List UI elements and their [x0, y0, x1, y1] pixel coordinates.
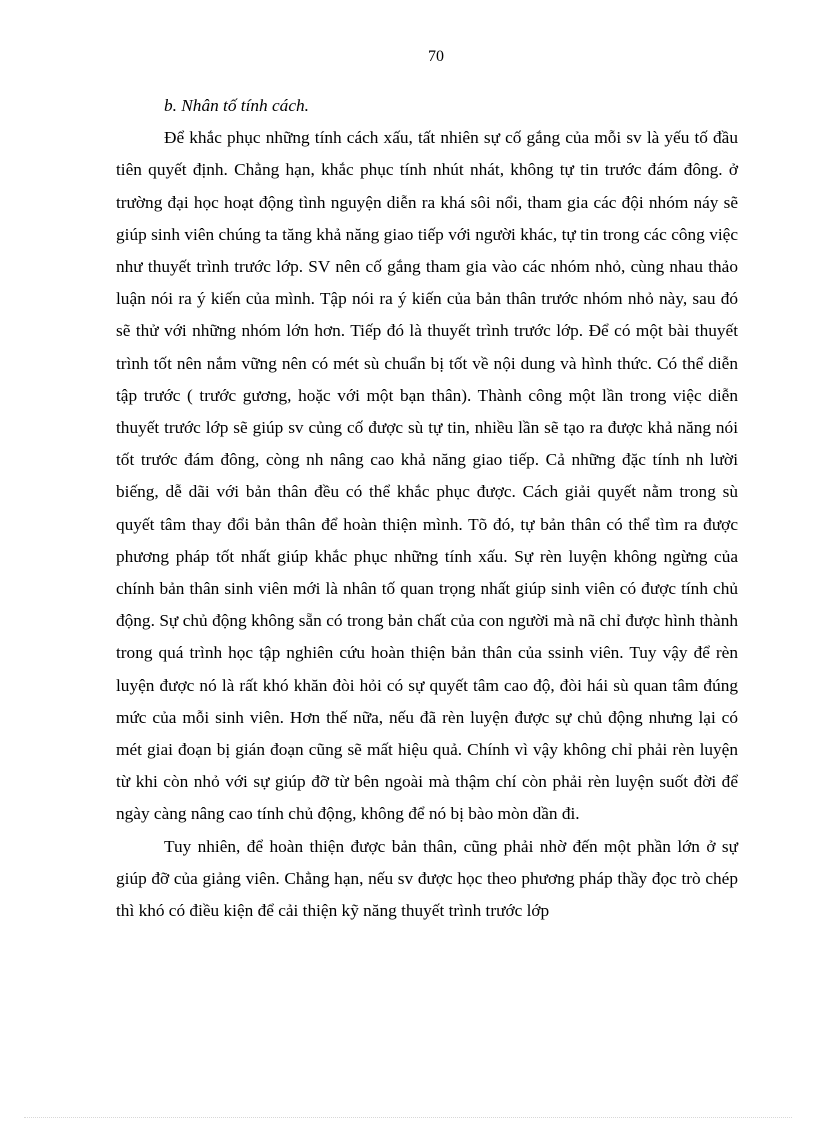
paragraph-1: Để khắc phục những tính cách xấu, tất nhiên sự cố gắng của mỗi sv là yếu tố đầu tiên quyết định. Chẳng hạn, khắc phục tính nhút nhát, không tự tin trước đám đông. ở trường đại học hoạt động tình nguyện diễn ra khá sôi nổi, tham gia các đội nhóm náy sẽ giúp sinh viên chúng ta tăng khả năng giao tiếp với người khác, tự tin trong các công việc như thuyết trình trước lớp. SV nên cố gắng tham gia vào các nhóm nhỏ, cùng nhau thảo luận nói ra ý kiến của mình. Tập nói ra ý kiến của bản thân trước nhóm nhỏ này, sau đó sẽ thử với những nhóm lớn hơn. Tiếp đó là thuyết trình trước lớp. Để có một bài thuyết trình tốt nên nắm vững nên có mét sù chuẩn bị tốt về nội dung và hình thức. Có thể diễn tập trước ( trước gương, hoặc với một bạn thân). Thành công một lần trong việc diễn thuyết trước lớp sẽ giúp sv củng cố được sù tự tin, nhiều lần sẽ tạo ra được khả năng nói tốt trước đám đông, còng nh nâng cao khả năng giao tiếp. Cả những đặc tính nh lười biếng, dễ dãi với bản thân đều có thể khắc phục được. Cách giải quyết nằm trong sù quyết tâm thay đổi bản thân để hoàn thiện mình. Tõ đó, tự bản thân có thể tìm ra được phương pháp tốt nhất giúp khắc phục những tính xấu. Sự rèn luyện không ngừng của chính bản thân sinh viên mới là nhân tố quan trọng nhất giúp sinh viên có được tính chủ động. Sự chủ động không sẵn có trong bản chất của con người mà nã chỉ được hình thành trong quá trình học tập nghiên cứu hoàn thiện bản thân của ssinh viên. Tuy vậy để rèn luyện được nó là rất khó khăn đòi hỏi có sự quyết tâm cao độ, đòi hái sù quan tâm đúng mức của mỗi sinh viên. Hơn thế nữa, nếu đã rèn luyện được sự chủ động nhưng lại có mét giai đoạn bị gián đoạn cũng sẽ mất hiệu quả. Chính vì vậy không chỉ phải rèn luyện từ khi còn nhỏ với sự giúp đỡ từ bên ngoài mà thậm chí còn phải rèn luyện suốt đời để ngày càng nâng cao tính chủ động, không để nó bị bào mòn dần đi.	[116, 128, 738, 824]
paragraph-2: Tuy nhiên, để hoàn thiện được bản thân, cũng phải nhờ đến một phần lớn ở sự giúp đỡ của giảng viên. Chẳng hạn, nếu sv được học theo phương pháp thầy đọc trò chép thì khó có điều kiện để cải thiện kỹ năng thuyết trình trước lớp	[116, 836, 738, 921]
section-heading: b. Nhân tố tính cách.	[164, 96, 309, 115]
page-bottom-rule	[24, 1117, 792, 1118]
document-body	[116, 90, 738, 927]
page-number: 70	[428, 48, 444, 65]
